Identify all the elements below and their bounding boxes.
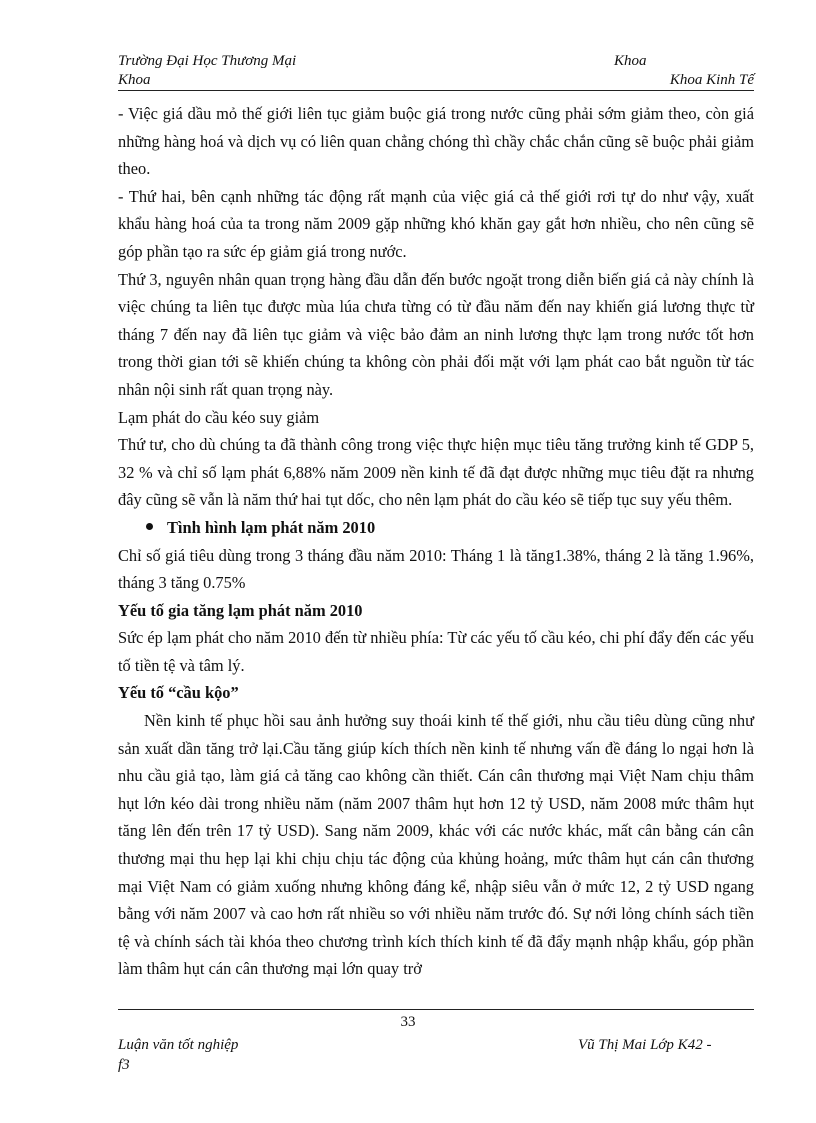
paragraph: - Việc giá dầu mỏ thế giới liên tục giảm buộc giá trong nước cũng phải sớm giảm theo, còn giá những hàng hoá và dịch vụ có liên quan chẳng chóng thì chầy chắc chắn cũng sẽ buộc phải giảm theo. [118, 104, 754, 179]
section-heading: Yếu tố “cầu kộo” [118, 683, 239, 703]
paragraph: Thứ 3, nguyên nhân quan trọng hàng đầu dẫn đến bước ngoặt trong diễn biến giá cả này chính là việc chúng ta liên tục được mùa lúa chưa từng có từ đầu năm đến nay khiến giá lương thực từ tháng 7 đến nay đã liên tục giảm và việc bảo đảm an ninh lương thực lạm trong nước tốt hơn trong thời gian tới sẽ khiến chúng ta không còn phải đối mặt với lạm phát cao bắt nguồn từ tác nhân nội sinh rất quan trọng này. [118, 269, 754, 399]
bullet-heading: Tình hình lạm phát năm 2010 [167, 517, 376, 537]
footer-author: Vũ Thị Mai Lớp K42 - [578, 1037, 712, 1053]
paragraph: Lạm phát do cầu kéo suy giảm [118, 407, 320, 427]
bullet-icon [146, 523, 153, 530]
header-divider [118, 90, 754, 91]
paragraph: Chỉ số giá tiêu dùng trong 3 tháng đầu năm 2010: Tháng 1 là tăng1.38%, tháng 2 là tăng 1.96%, tháng 3 tăng 0.75% [118, 545, 754, 593]
header-faculty-top: Khoa [614, 53, 647, 69]
paragraph: Nền kinh tế phục hồi sau ảnh hưởng suy thoái kinh tế thế giới, nhu cầu tiêu dùng cũng như sản xuất dần tăng trở lại.Cầu tăng giúp kích thích nền kinh tế nhưng vấn đề đáng lo ngại hơn là nhu cầu giả tạo, làm giá cả tăng cao không cần thiết. Cán cân thương mại Việt Nam chịu thâm hụt lớn kéo dài trong nhiều năm (năm 2007 thâm hụt hơn 12 tỷ USD, năm 2008 mức thâm hụt tăng lên đến trên 17 tỷ USD). Sang năm 2009, khác với các nước khác, mất cân bằng cán cân thương mại thu hẹp lại khi chịu chịu tác động của khủng hoảng, mức thâm hụt cán cân thương mại Việt Nam có giảm xuống nhưng không đáng kể, nhập siêu vẫn ở mức 12, 2 tỷ USD ngang bằng với năm 2007 và cao hơn rất nhiều so với nhiều năm trước đó. Sự nới lỏng chính sách tiền tệ và chính sách tài khóa theo chương trình kích thích kinh tế đã đẩy mạnh nhập khẩu, góp phần làm thâm hụt cán cân thương mại lớn quay trở [118, 711, 754, 979]
header-faculty-left: Khoa [118, 72, 151, 88]
body-text [118, 100, 754, 983]
header-faculty-name: Khoa Kinh Tế [669, 72, 754, 88]
footer-thesis-label: Luận văn tốt nghiệp [118, 1037, 239, 1053]
paragraph: Thứ tư, cho dù chúng ta đã thành công trong việc thực hiện mục tiêu tăng trưởng kinh tế GDP 5, 32 % và chỉ số lạm phát 6,88% năm 2009 nền kinh tế đã đạt được những mục tiêu đặt ra nhưng đây cũng sẽ vẫn là năm thứ hai tụt dốc, cho nên lạm phát do cầu kéo sẽ tiếp tục suy yếu thêm. [118, 435, 754, 510]
section-heading: Yếu tố gia tăng lạm phát năm 2010 [118, 600, 363, 620]
footer-divider [118, 1009, 754, 1010]
bullet-item [118, 514, 754, 542]
footer-class-suffix: f3 [118, 1057, 130, 1073]
paragraph: Sức ép lạm phát cho năm 2010 đến từ nhiều phía: Từ các yếu tố cầu kéo, chi phí đẩy đến các yếu tố tiền tệ và tâm lý. [118, 628, 754, 675]
paragraph: - Thứ hai, bên cạnh những tác động rất mạnh của việc giá cả thế giới rơi tự do như vậy, xuất khẩu hàng hoá của ta trong năm 2009 gặp những khó khăn gay gắt hơn nhiều, cho nên cũng sẽ góp phần tạo ra sức ép giảm giá trong nước. [118, 186, 754, 261]
page-number: 33 [400, 1014, 416, 1030]
header-school: Trường Đại Học Thương Mại [118, 53, 297, 69]
